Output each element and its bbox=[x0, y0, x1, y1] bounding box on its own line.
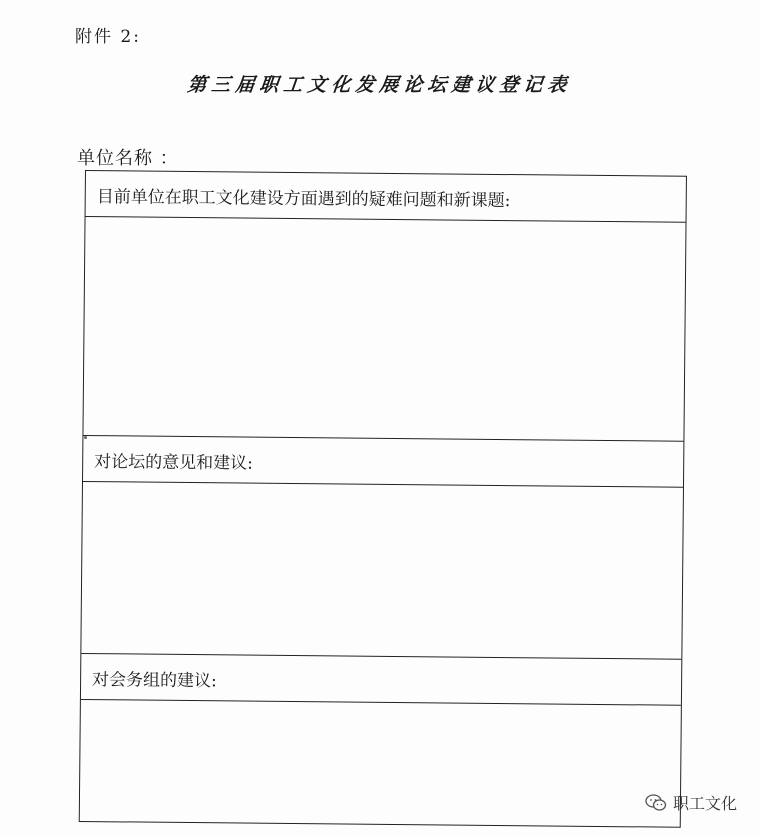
unit-name-label: 单位名称 ： bbox=[77, 148, 179, 169]
suggestion-form-table bbox=[79, 170, 687, 828]
form-title: 第三届职工文化发展论坛建议登记表 bbox=[186, 74, 573, 96]
question-label-forum-feedback: 对论坛的意见和建议: bbox=[83, 436, 683, 488]
question-label-organizer-suggestions: 对会务组的建议: bbox=[81, 654, 681, 706]
watermark bbox=[645, 791, 737, 814]
question-label-problems: 目前单位在职工文化建设方面遇到的疑难问题和新课题: bbox=[86, 171, 686, 223]
attachment-label: 附件 2: bbox=[75, 27, 141, 47]
answer-area-forum-feedback[interactable] bbox=[81, 482, 683, 660]
scan-speck bbox=[84, 436, 87, 439]
answer-area-organizer-suggestions[interactable] bbox=[80, 700, 681, 827]
watermark-text: 职工文化 bbox=[672, 794, 737, 813]
wechat-icon bbox=[645, 794, 667, 812]
answer-area-problems[interactable] bbox=[83, 217, 685, 442]
